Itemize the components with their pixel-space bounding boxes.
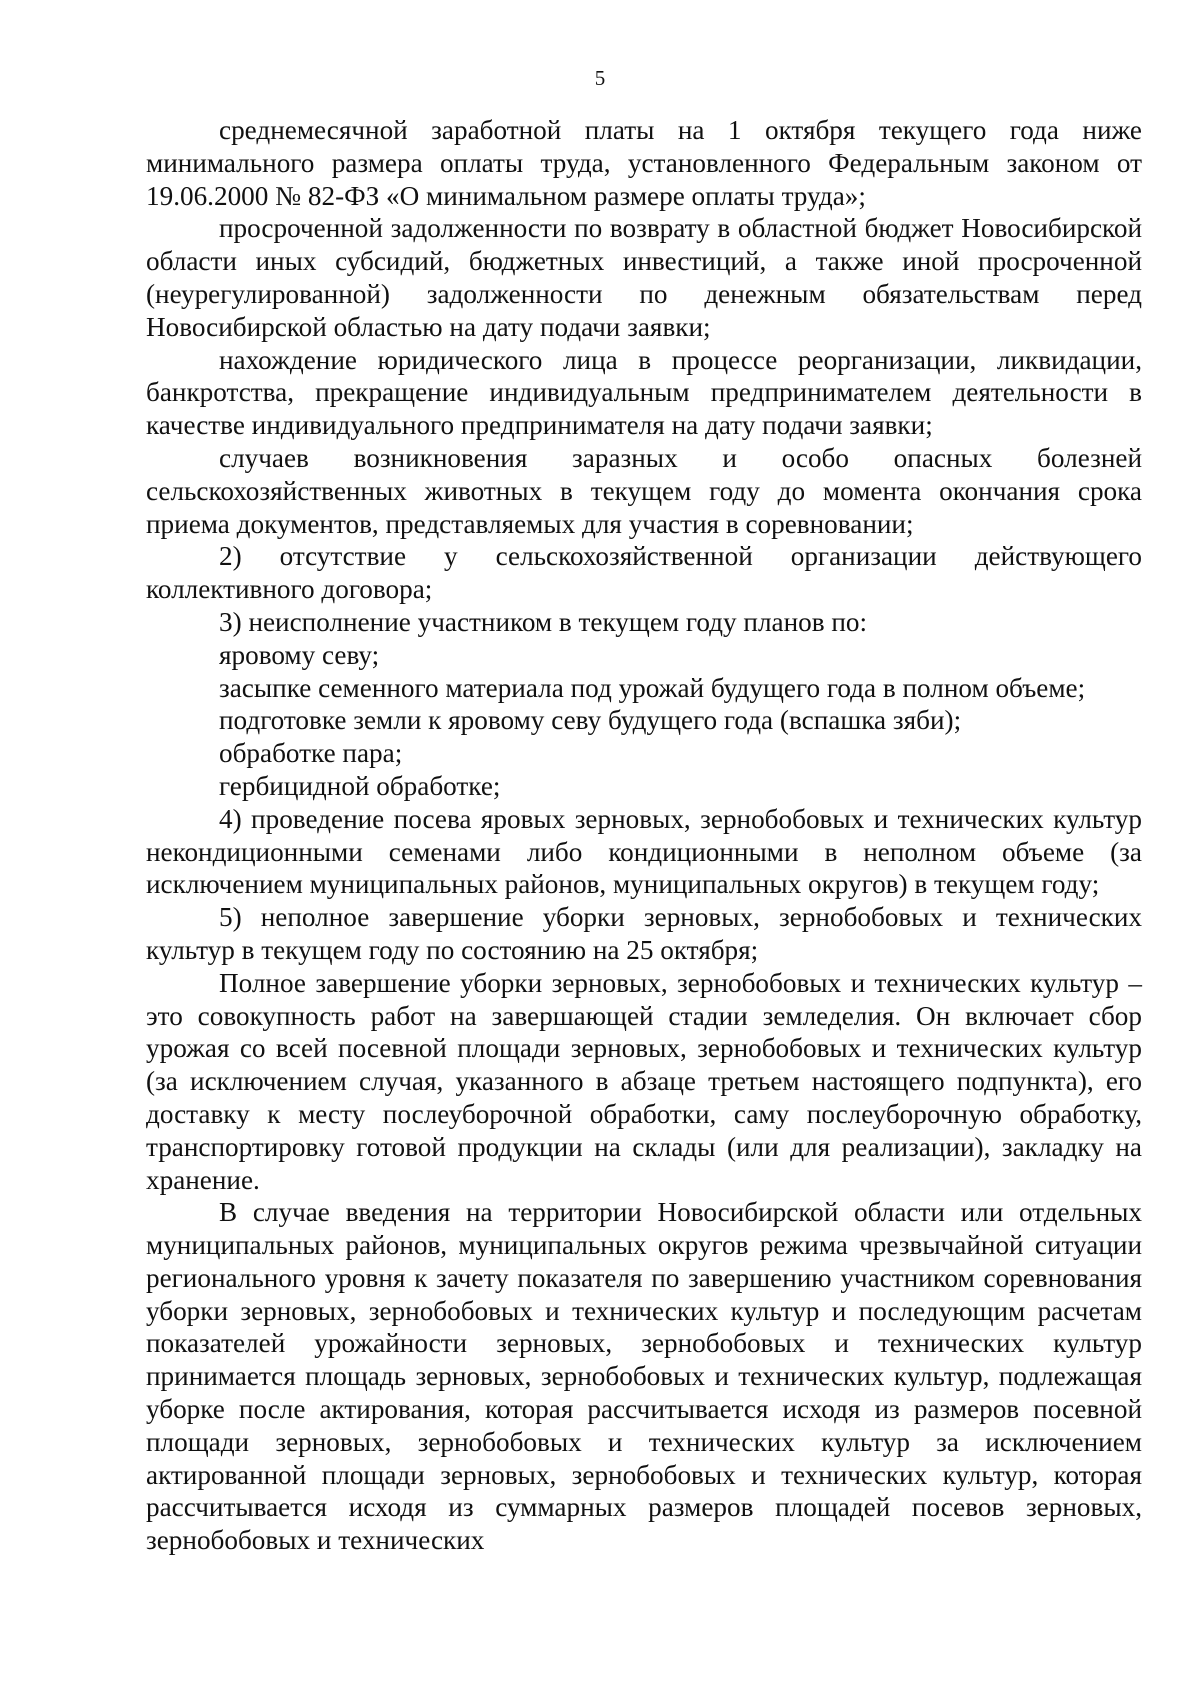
paragraph: Полное завершение уборки зерновых, зернобобовых и технических культур – это совокупность работ на завершающей стадии земледелия. Он включает сбор урожая со всей посевной площади зерновых, зернобобовых и технических культур (за исключением случая, указанного в абзаце третьем настоящего подпункта), его доставку к месту послеуборочной обработки, саму послеуборочную обработку, транспортировку готовой продукции на склады (или для реализации), закладку на хранение. xyxy=(146,967,1142,1195)
paragraph: нахождение юридического лица в процессе реорганизации, ликвидации, банкротства, прекращение индивидуальным предпринимателем деятельности в качестве индивидуального предпринимателя на дату подачи заявки; xyxy=(146,344,1142,441)
page-number: 5 xyxy=(594,66,606,90)
paragraph: 4) проведение посева яровых зерновых, зернобобовых и технических культур некондиционными семенами либо кондиционными в неполном объеме (за исключением муниципальных районов, муниципальных округов) в текущем году; xyxy=(146,803,1142,900)
paragraph: случаев возникновения заразных и особо опасных болезней сельскохозяйственных животных в текущем году до момента окончания срока приема документов, представляемых для участия в соревновании; xyxy=(146,442,1142,539)
paragraph: засыпке семенного материала под урожай будущего года в полном объеме; xyxy=(219,672,1086,703)
paragraph: среднемесячной заработной платы на 1 октября текущего года ниже минимального размера оплаты труда, установленного Федеральным законом от 19.06.2000 № 82-ФЗ «О минимальном размере оплаты труда»; xyxy=(146,115,1142,211)
paragraph: 5) неполное завершение уборки зерновых, зернобобовых и технических культур в текущем году по состоянию на 25 октября; xyxy=(146,902,1142,965)
paragraph: просроченной задолженности по возврату в областной бюджет Новосибирской области иных субсидий, бюджетных инвестиций, а также иной просроченной (неурегулированной) задолженности по денежным обязательствам перед Новосибирской областью на дату подачи заявки; xyxy=(146,213,1142,342)
document-body xyxy=(146,114,1142,1557)
paragraph: подготовке земли к яровому севу будущего года (вспашка зяби); xyxy=(219,705,962,736)
paragraph: 3) неисполнение участником в текущем году планов по: xyxy=(219,606,868,637)
paragraph: 2) отсутствие у сельскохозяйственной организации действующего коллективного договора; xyxy=(146,541,1142,605)
paragraph: В случае введения на территории Новосибирской области или отдельных муниципальных районов, муниципальных округов режима чрезвычайной ситуации регионального уровня к зачету показателя по завершению участником соревнования уборки зерновых, зернобобовых и технических культур и последующим расчетам показателей урожайности зерновых, зернобобовых и технических культур принимается площадь зерновых, зернобобовых и технических культур, подлежащая уборке после актирования, которая рассчитывается исходя из размеров посевной площади зерновых, зернобобовых и технических культур за исключением актированной площади зерновых, зернобобовых и технических культур, которая рассчитывается исходя из суммарных размеров площадей посевов зерновых, зернобобовых и технических xyxy=(146,1197,1142,1556)
paragraph: гербицидной обработке; xyxy=(219,770,501,801)
paragraph: яровому севу; xyxy=(219,639,380,670)
paragraph: обработке пара; xyxy=(219,738,403,769)
